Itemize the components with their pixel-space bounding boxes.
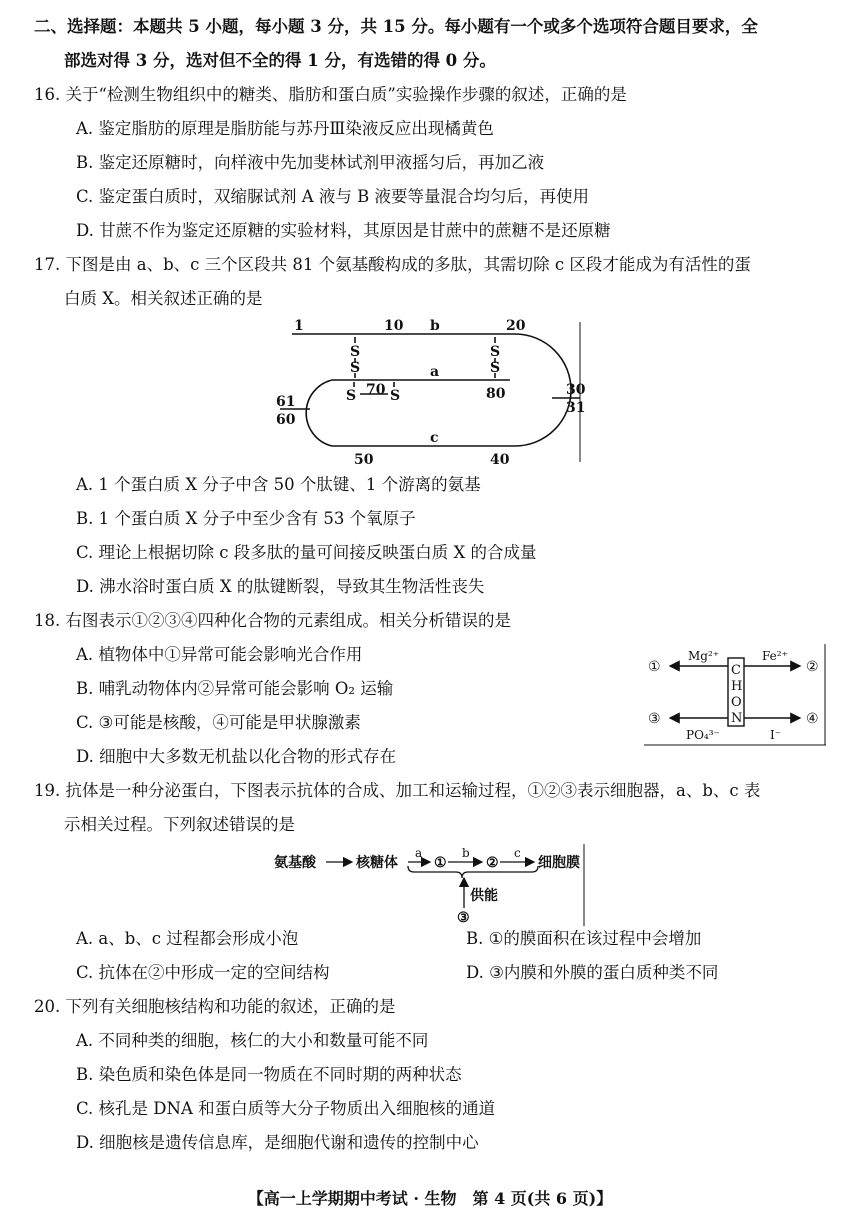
q18-option-c: C. ③可能是核酸，④可能是甲状腺激素 — [76, 713, 361, 732]
q17-option-c: C. 理论上根据切除 c 段多肽的量可间接反映蛋白质 X 的合成量 — [76, 543, 537, 562]
q19-stem-line2: 示相关过程。下列叙述错误的是 — [64, 815, 295, 834]
fig18-element-c: C — [731, 663, 741, 678]
q16-option-a: A. 鉴定脂肪的原理是脂肪能与苏丹Ⅲ染液反应出现橘黄色 — [76, 119, 494, 138]
section-header-line1: 二、选择题：本题共 5 小题，每小题 3 分，共 15 分。每小题有一个或多个选项符合题目要求，全 — [34, 17, 758, 36]
fig18-compound-1: ① — [648, 659, 661, 675]
q18-option-a: A. 植物体中①异常可能会影响光合作用 — [76, 645, 363, 664]
q16-option-b: B. 鉴定还原糖时，向样液中先加斐林试剂甲液摇匀后，再加乙液 — [76, 153, 545, 172]
q19-stem-line1: 19. 抗体是一种分泌蛋白，下图表示抗体的合成、加工和运输过程，①②③表示细胞器，a、b、c 表 — [34, 781, 761, 800]
fig17-label-a: a — [430, 364, 440, 380]
fig17-label-s3: S — [490, 344, 501, 360]
fig19-organelle-1: ① — [434, 855, 447, 871]
q20-stem: 20. 下列有关细胞核结构和功能的叙述，正确的是 — [34, 997, 396, 1016]
antibody-process-figure — [272, 842, 592, 928]
fig19-ribosome: 核糖体 — [356, 855, 398, 871]
fig19-amino-acid: 氨基酸 — [274, 855, 316, 871]
fig18-element-h: H — [731, 679, 743, 694]
fig17-label-s6: S — [390, 388, 401, 404]
fig17-label-80: 80 — [486, 386, 506, 402]
q17-stem-line2: 白质 X。相关叙述正确的是 — [64, 289, 263, 308]
page-footer: 【高一上学期期中考试 · 生物 第 4 页(共 6 页)】 — [247, 1189, 613, 1208]
fig18-label-po4: PO₄³⁻ — [686, 728, 720, 742]
fig17-label-40: 40 — [490, 452, 510, 468]
fig18-label-mg: Mg²⁺ — [688, 649, 720, 663]
section-header-line2: 部选对得 3 分，选对但不全的得 1 分，有选错的得 0 分。 — [64, 51, 496, 70]
q20-option-a: A. 不同种类的细胞，核仁的大小和数量可能不同 — [76, 1031, 429, 1050]
fig19-label-b: b — [462, 846, 470, 860]
fig17-label-s1: S — [350, 344, 361, 360]
fig19-organelle-3: ③ — [457, 910, 470, 926]
fig17-label-50: 50 — [354, 452, 374, 468]
polypeptide-figure — [270, 312, 590, 472]
q16-stem: 16. 关于“检测生物组织中的糖类、脂肪和蛋白质”实验操作步骤的叙述，正确的是 — [34, 85, 627, 104]
q19-option-c: C. 抗体在②中形成一定的空间结构 — [76, 963, 330, 982]
fig18-label-fe: Fe²⁺ — [762, 649, 788, 663]
fig18-compound-2: ② — [806, 659, 819, 675]
fig18-compound-4: ④ — [806, 711, 819, 727]
q18-stem: 18. 右图表示①②③④四种化合物的元素组成。相关分析错误的是 — [34, 611, 511, 630]
q19-option-b: B. ①的膜面积在该过程中会增加 — [466, 929, 702, 948]
fig17-label-30: 30 — [566, 382, 586, 398]
q20-option-d: D. 细胞核是遗传信息库，是细胞代谢和遗传的控制中心 — [76, 1133, 479, 1152]
fig17-label-s4: S — [490, 360, 501, 376]
q18-option-b: B. 哺乳动物体内②异常可能会影响 O₂ 运输 — [76, 679, 394, 698]
fig17-label-s5: S — [346, 388, 357, 404]
element-composition-figure — [644, 642, 826, 748]
fig18-compound-3: ③ — [648, 711, 661, 727]
q18-option-d: D. 细胞中大多数无机盐以化合物的形式存在 — [76, 747, 397, 766]
q17-option-d: D. 沸水浴时蛋白质 X 的肽键断裂，导致其生物活性丧失 — [76, 577, 485, 596]
fig17-label-61: 61 — [276, 394, 296, 410]
fig17-label-20: 20 — [506, 318, 526, 334]
fig19-energy: 供能 — [470, 888, 498, 904]
fig17-label-1: 1 — [294, 318, 304, 334]
q17-stem-line1: 17. 下图是由 a、b、c 三个区段共 81 个氨基酸构成的多肽，其需切除 c 区段才能成为有活性的蛋 — [34, 255, 751, 274]
fig17-label-s2: S — [350, 360, 361, 376]
fig17-label-60: 60 — [276, 412, 296, 428]
q16-option-c: C. 鉴定蛋白质时，双缩脲试剂 A 液与 B 液要等量混合均匀后，再使用 — [76, 187, 590, 206]
fig17-label-31: 31 — [566, 400, 586, 416]
q19-option-d: D. ③内膜和外膜的蛋白质种类不同 — [466, 963, 719, 982]
fig19-organelle-2: ② — [486, 855, 499, 871]
fig17-label-c: c — [430, 430, 439, 446]
fig17-label-10: 10 — [384, 318, 404, 334]
fig18-label-i: I⁻ — [770, 728, 782, 742]
fig18-element-o: O — [731, 695, 742, 710]
q20-option-b: B. 染色质和染色体是同一物质在不同时期的两种状态 — [76, 1065, 462, 1084]
q20-option-c: C. 核孔是 DNA 和蛋白质等大分子物质出入细胞核的通道 — [76, 1099, 496, 1118]
fig19-label-a: a — [415, 846, 423, 860]
fig18-element-n: N — [731, 711, 743, 726]
q16-option-d: D. 甘蔗不作为鉴定还原糖的实验材料，其原因是甘蔗中的蔗糖不是还原糖 — [76, 221, 611, 240]
fig19-cell-membrane: 细胞膜 — [538, 855, 580, 871]
fig19-label-c: c — [514, 846, 521, 860]
q19-option-a: A. a、b、c 过程都会形成小泡 — [76, 929, 299, 948]
fig17-label-b: b — [430, 318, 440, 334]
q17-option-a: A. 1 个蛋白质 X 分子中含 50 个肽键、1 个游离的氨基 — [76, 475, 481, 494]
fig17-label-70: 70 — [366, 382, 386, 398]
q17-option-b: B. 1 个蛋白质 X 分子中至少含有 53 个氧原子 — [76, 509, 416, 528]
